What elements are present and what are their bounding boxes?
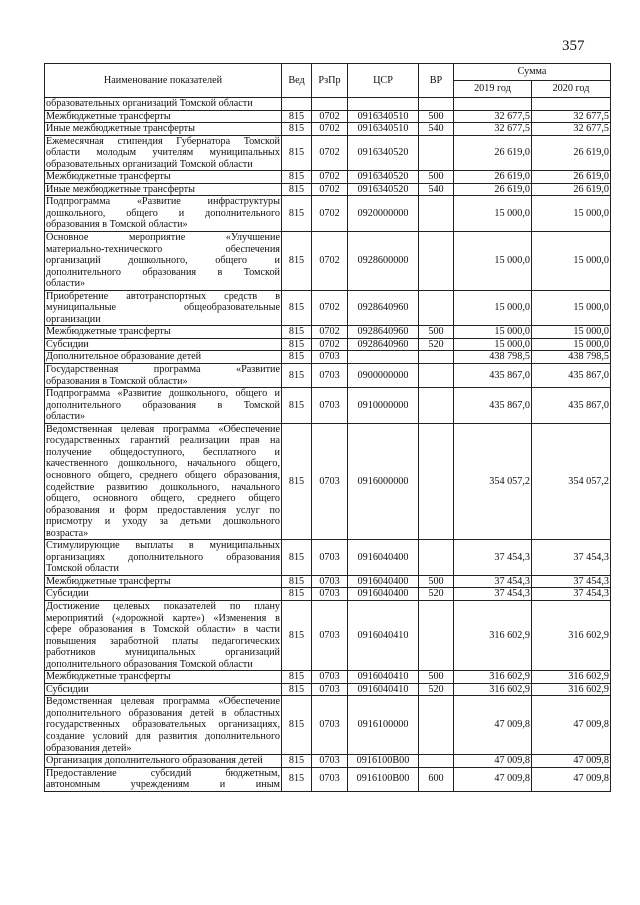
table-row [45, 98, 611, 111]
cell-csr [348, 98, 419, 111]
cell-csr: 0920000000 [348, 196, 419, 232]
cell-csr: 0916340520 [348, 183, 419, 196]
cell-vr: 520 [419, 338, 454, 351]
cell-vr [419, 351, 454, 364]
table-row [45, 388, 611, 424]
table-body [45, 98, 611, 792]
table-row [45, 540, 611, 576]
header-2020: 2020 год [532, 81, 611, 98]
cell-vr: 600 [419, 767, 454, 791]
row-name-line: организациях дополнительного образования [46, 551, 280, 563]
row-name [45, 232, 282, 291]
cell-y2020: 438 798,5 [532, 351, 611, 364]
row-name-line: создание условий для развития дополнительного [46, 730, 280, 742]
row-name-line: Межбюджетные трансферты [46, 575, 171, 587]
table-row [45, 683, 611, 696]
cell-csr: 0916000000 [348, 423, 419, 539]
table-row [45, 290, 611, 326]
row-name [45, 123, 282, 136]
row-name-line: Межбюджетные трансферты [46, 171, 171, 183]
cell-csr: 0916040410 [348, 600, 419, 670]
cell-vr [419, 600, 454, 670]
cell-y2020 [532, 98, 611, 111]
table-row [45, 755, 611, 768]
cell-y2019: 15 000,0 [454, 196, 532, 232]
row-name [45, 171, 282, 184]
cell-y2019: 316 602,9 [454, 671, 532, 684]
cell-y2019: 47 009,8 [454, 696, 532, 755]
row-name-line: области» [46, 278, 86, 290]
row-name [45, 326, 282, 339]
cell-vr [419, 364, 454, 388]
cell-y2020: 435 867,0 [532, 364, 611, 388]
cell-y2019: 15 000,0 [454, 338, 532, 351]
cell-y2020: 26 619,0 [532, 135, 611, 171]
cell-rzpr: 0703 [312, 683, 348, 696]
cell-y2020: 47 009,8 [532, 696, 611, 755]
cell-y2020: 15 000,0 [532, 232, 611, 291]
table-row [45, 351, 611, 364]
cell-y2020: 15 000,0 [532, 326, 611, 339]
table-row [45, 767, 611, 791]
cell-ved: 815 [282, 600, 312, 670]
cell-vr: 500 [419, 671, 454, 684]
cell-vr [419, 696, 454, 755]
cell-ved: 815 [282, 135, 312, 171]
cell-rzpr: 0703 [312, 755, 348, 768]
cell-ved: 815 [282, 290, 312, 326]
cell-rzpr: 0702 [312, 171, 348, 184]
cell-csr: 0928640960 [348, 290, 419, 326]
cell-rzpr: 0702 [312, 338, 348, 351]
cell-y2020: 435 867,0 [532, 388, 611, 424]
budget-table [44, 63, 611, 792]
row-name [45, 755, 282, 768]
cell-y2020: 15 000,0 [532, 290, 611, 326]
cell-rzpr: 0703 [312, 388, 348, 424]
cell-vr [419, 135, 454, 171]
cell-csr: 0928640960 [348, 338, 419, 351]
cell-ved: 815 [282, 588, 312, 601]
row-name-line: повышения заработной платы педагогических [46, 635, 280, 647]
header-ved: Вед [282, 64, 312, 98]
cell-y2019: 435 867,0 [454, 364, 532, 388]
cell-ved: 815 [282, 423, 312, 539]
cell-vr [419, 755, 454, 768]
cell-rzpr: 0703 [312, 696, 348, 755]
cell-ved: 815 [282, 338, 312, 351]
row-name [45, 696, 282, 755]
table-row [45, 110, 611, 123]
row-name [45, 600, 282, 670]
cell-y2019: 26 619,0 [454, 135, 532, 171]
row-name [45, 423, 282, 539]
row-name-line: дошкольного, общего и дополнительного [46, 207, 280, 219]
row-name-line: Субсидии [46, 683, 89, 695]
cell-vr [419, 232, 454, 291]
row-name-line: государственных образовательных организациях, [46, 719, 280, 731]
cell-ved: 815 [282, 696, 312, 755]
cell-csr: 0916040400 [348, 588, 419, 601]
row-name-line: Межбюджетные трансферты [46, 671, 171, 683]
cell-vr [419, 388, 454, 424]
table-header [45, 64, 611, 98]
row-name-line: дополнительного образования в Томской [46, 266, 280, 278]
cell-csr: 0916340510 [348, 123, 419, 136]
cell-rzpr: 0703 [312, 588, 348, 601]
row-name [45, 767, 282, 791]
cell-y2020: 316 602,9 [532, 671, 611, 684]
header-name: Наименование показателей [45, 64, 282, 98]
table-row [45, 423, 611, 539]
cell-csr: 0916100B00 [348, 755, 419, 768]
row-name [45, 338, 282, 351]
table-row [45, 183, 611, 196]
cell-y2020: 37 454,3 [532, 588, 611, 601]
row-name-line: государственных гарантий реализации прав на [46, 435, 280, 447]
cell-csr: 0928640960 [348, 326, 419, 339]
cell-y2019: 435 867,0 [454, 388, 532, 424]
cell-rzpr: 0702 [312, 183, 348, 196]
table-row [45, 600, 611, 670]
row-name-line: Томской области [46, 563, 119, 575]
row-name-line: мероприятий («дорожной карте») «Изменения в [46, 612, 280, 624]
row-name-line: Достижение целевых показателей по плану [46, 600, 280, 612]
cell-ved: 815 [282, 326, 312, 339]
cell-csr: 0916340520 [348, 135, 419, 171]
row-name-line: работников муниципальных организаций [46, 647, 280, 659]
row-name-line: Приобретение автотранспортных средств в [46, 290, 280, 302]
row-name-line: Ведомственная целевая программа «Обеспечение [46, 423, 280, 435]
cell-vr: 500 [419, 575, 454, 588]
cell-y2019: 37 454,3 [454, 588, 532, 601]
cell-y2019: 316 602,9 [454, 600, 532, 670]
row-name-line: качественного дошкольного, начального общего, [46, 458, 280, 470]
row-name-line: Предоставление субсидий бюджетным, [46, 767, 280, 779]
page-number: 357 [562, 38, 585, 54]
cell-y2020: 47 009,8 [532, 767, 611, 791]
cell-ved: 815 [282, 575, 312, 588]
row-name [45, 351, 282, 364]
row-name-line: общего, основного общего, среднего общего [46, 493, 280, 505]
cell-vr: 540 [419, 183, 454, 196]
cell-y2019: 354 057,2 [454, 423, 532, 539]
row-name-line: образовательных организаций Томской области [46, 98, 253, 109]
row-name-line: получение общедоступного, бесплатного и [46, 446, 280, 458]
row-name-line: Субсидии [46, 338, 89, 350]
cell-y2020: 32 677,5 [532, 110, 611, 123]
row-name [45, 364, 282, 388]
row-name [45, 671, 282, 684]
cell-y2020: 47 009,8 [532, 755, 611, 768]
cell-vr: 520 [419, 588, 454, 601]
table-row [45, 696, 611, 755]
cell-rzpr: 0703 [312, 600, 348, 670]
cell-y2019: 15 000,0 [454, 326, 532, 339]
cell-y2020: 354 057,2 [532, 423, 611, 539]
cell-ved: 815 [282, 364, 312, 388]
row-name [45, 388, 282, 424]
row-name-line: Иные межбюджетные трансферты [46, 123, 195, 135]
cell-csr: 0910000000 [348, 388, 419, 424]
cell-y2019: 32 677,5 [454, 110, 532, 123]
cell-ved: 815 [282, 183, 312, 196]
row-name-line: Основное мероприятие «Улучшение [46, 232, 280, 244]
cell-y2019: 26 619,0 [454, 171, 532, 184]
row-name-line: дополнительного образования Томской области [46, 658, 253, 670]
table-row [45, 326, 611, 339]
cell-y2020: 32 677,5 [532, 123, 611, 136]
header-2019: 2019 год [454, 81, 532, 98]
row-name-line: образования и форм предоставления услуг по [46, 504, 280, 516]
cell-y2019: 37 454,3 [454, 540, 532, 576]
row-name-line: Иные межбюджетные трансферты [46, 183, 195, 195]
cell-ved: 815 [282, 196, 312, 232]
header-rzpr: РзПр [312, 64, 348, 98]
row-name [45, 135, 282, 171]
cell-y2019 [454, 98, 532, 111]
row-name-line: присмотру и уходу за детьми дошкольного [46, 516, 280, 528]
cell-ved: 815 [282, 110, 312, 123]
cell-vr [419, 423, 454, 539]
cell-rzpr: 0703 [312, 575, 348, 588]
row-name [45, 683, 282, 696]
cell-vr: 540 [419, 123, 454, 136]
cell-ved: 815 [282, 755, 312, 768]
row-name-line: образования в Томской области» [46, 375, 188, 387]
table-row [45, 588, 611, 601]
cell-y2019: 15 000,0 [454, 232, 532, 291]
table-row [45, 671, 611, 684]
cell-y2019: 37 454,3 [454, 575, 532, 588]
cell-csr: 0916340520 [348, 171, 419, 184]
cell-rzpr: 0703 [312, 364, 348, 388]
row-name-line: сфере образования в Томской области» в части [46, 624, 280, 636]
row-name-line: содействие развитию дошкольного, начального [46, 481, 280, 493]
row-name-line: области» [46, 411, 86, 423]
cell-ved: 815 [282, 388, 312, 424]
row-name-line: Межбюджетные трансферты [46, 326, 171, 338]
row-name-line: дополнительного образования в Томской [46, 399, 280, 411]
row-name-line: Государственная программа «Развитие [46, 364, 280, 376]
table-row [45, 232, 611, 291]
cell-csr: 0916040400 [348, 540, 419, 576]
cell-y2020: 15 000,0 [532, 196, 611, 232]
cell-csr: 0916100B00 [348, 767, 419, 791]
cell-y2020: 316 602,9 [532, 600, 611, 670]
cell-rzpr: 0702 [312, 110, 348, 123]
row-name-line: основного общего, среднего общего образования, [46, 469, 280, 481]
row-name-line: образования в Томской области» [46, 219, 188, 231]
cell-y2019: 316 602,9 [454, 683, 532, 696]
cell-rzpr: 0702 [312, 135, 348, 171]
cell-ved [282, 98, 312, 111]
cell-rzpr: 0702 [312, 290, 348, 326]
row-name-line: материально-технического обеспечения [46, 243, 280, 255]
row-name-line: автономным учреждениям и иным [46, 779, 280, 791]
cell-vr: 500 [419, 171, 454, 184]
cell-y2020: 26 619,0 [532, 171, 611, 184]
row-name [45, 110, 282, 123]
cell-csr: 0916040400 [348, 575, 419, 588]
cell-csr: 0916100000 [348, 696, 419, 755]
row-name [45, 540, 282, 576]
row-name-line: Субсидии [46, 588, 89, 600]
cell-ved: 815 [282, 767, 312, 791]
cell-vr [419, 196, 454, 232]
cell-rzpr [312, 98, 348, 111]
cell-ved: 815 [282, 540, 312, 576]
cell-vr: 500 [419, 110, 454, 123]
cell-y2020: 316 602,9 [532, 683, 611, 696]
cell-rzpr: 0703 [312, 767, 348, 791]
cell-csr: 0928600000 [348, 232, 419, 291]
cell-vr: 500 [419, 326, 454, 339]
cell-csr [348, 351, 419, 364]
cell-ved: 815 [282, 683, 312, 696]
table-row [45, 196, 611, 232]
row-name-line: Стимулирующие выплаты в муниципальных [46, 540, 280, 552]
row-name [45, 183, 282, 196]
cell-rzpr: 0703 [312, 423, 348, 539]
row-name-line: Подпрограмма «Развитие дошкольного, общего и [46, 388, 280, 400]
cell-vr [419, 290, 454, 326]
row-name-line: образования детей» [46, 742, 132, 754]
cell-vr [419, 540, 454, 576]
cell-ved: 815 [282, 171, 312, 184]
row-name [45, 588, 282, 601]
cell-y2020: 37 454,3 [532, 540, 611, 576]
cell-csr: 0900000000 [348, 364, 419, 388]
cell-csr: 0916040410 [348, 683, 419, 696]
table-row [45, 171, 611, 184]
cell-y2019: 26 619,0 [454, 183, 532, 196]
table-row [45, 123, 611, 136]
cell-y2019: 47 009,8 [454, 755, 532, 768]
cell-y2019: 438 798,5 [454, 351, 532, 364]
cell-y2019: 47 009,8 [454, 767, 532, 791]
cell-vr [419, 98, 454, 111]
cell-rzpr: 0703 [312, 351, 348, 364]
row-name-line: Организация дополнительного образования детей [46, 755, 263, 767]
cell-y2020: 15 000,0 [532, 338, 611, 351]
row-name [45, 290, 282, 326]
row-name [45, 575, 282, 588]
cell-rzpr: 0702 [312, 326, 348, 339]
cell-y2019: 32 677,5 [454, 123, 532, 136]
cell-rzpr: 0702 [312, 232, 348, 291]
table-row [45, 575, 611, 588]
header-vr: ВР [419, 64, 454, 98]
row-name-line: Межбюджетные трансферты [46, 110, 171, 122]
cell-y2020: 26 619,0 [532, 183, 611, 196]
table-row [45, 135, 611, 171]
row-name-line: Ежемесячная стипендия Губернатора Томской [46, 135, 280, 147]
row-name-line: организаций дошкольного, общего и [46, 255, 280, 267]
header-sum: Сумма [454, 64, 611, 81]
row-name-line: Дополнительное образование детей [46, 351, 202, 363]
row-name-line: образовательных организаций Томской области [46, 158, 253, 170]
cell-ved: 815 [282, 671, 312, 684]
row-name-line: Подпрограмма «Развитие инфраструктуры [46, 196, 280, 208]
cell-rzpr: 0702 [312, 123, 348, 136]
table-row [45, 338, 611, 351]
cell-ved: 815 [282, 232, 312, 291]
cell-y2020: 37 454,3 [532, 575, 611, 588]
row-name [45, 98, 282, 111]
cell-y2019: 15 000,0 [454, 290, 532, 326]
row-name [45, 196, 282, 232]
cell-vr: 520 [419, 683, 454, 696]
cell-rzpr: 0703 [312, 671, 348, 684]
row-name-line: организации [46, 313, 101, 325]
row-name-line: области молодым учителям муниципальных [46, 147, 280, 159]
cell-ved: 815 [282, 351, 312, 364]
table-row [45, 364, 611, 388]
row-name-line: возраста» [46, 527, 89, 539]
cell-rzpr: 0702 [312, 196, 348, 232]
cell-csr: 0916040410 [348, 671, 419, 684]
header-csr: ЦСР [348, 64, 419, 98]
row-name-line: муниципальные общеобразовательные [46, 302, 280, 314]
cell-csr: 0916340510 [348, 110, 419, 123]
row-name-line: Ведомственная целевая программа «Обеспечение [46, 696, 280, 708]
cell-rzpr: 0703 [312, 540, 348, 576]
row-name-line: дополнительного образования детей в областных [46, 707, 280, 719]
cell-ved: 815 [282, 123, 312, 136]
